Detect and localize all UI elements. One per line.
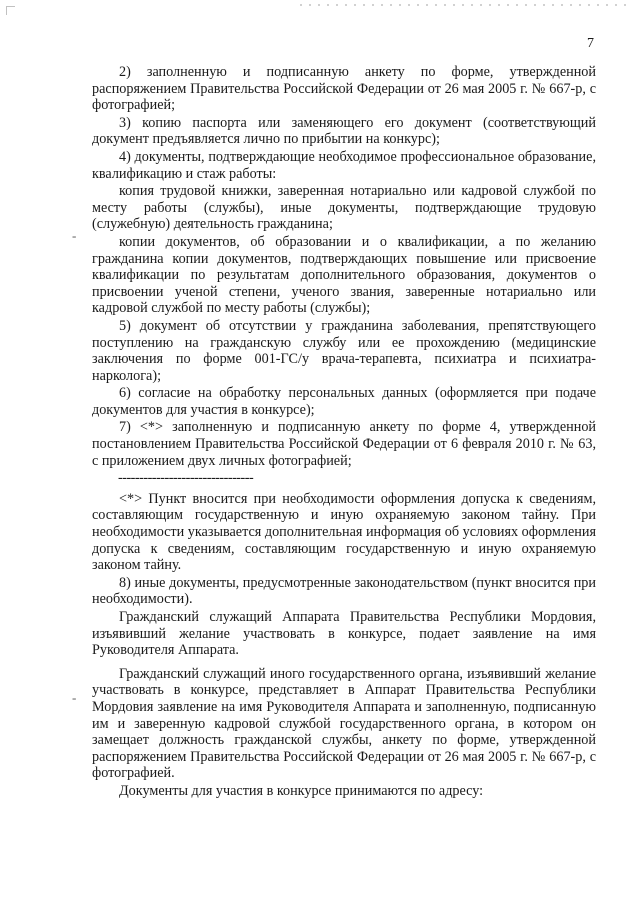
margin-tick-mark: - [72,228,77,243]
paragraph-work-record: копия трудовой книжки, заверенная нотариально или кадровой службой по месту работы (службы), иные документы, подтверждающие трудовую (служебную) деятельность гражданина; [92,183,596,233]
footnote: <*> Пункт вносится при необходимости оформления допуска к сведениям, составляющим государственную и иную охраняемую законом тайну. При необходимости указывается дополнительная информация об условиях оформления допуска к сведениям, составляющим государственную и иную охраняемую законом тайну. [92,490,596,574]
paragraph-education-docs: копии документов, об образовании и о квалификации, а по желанию гражданина копии документов, подтверждающих повышение или присвоение квалификации по результатам дополнительного образования, документов о присвоении ученой степени, ученого звания, заверенные нотариально или кадровой службой по месту работы (службы); [92,233,596,317]
paragraph-item-8: 8) иные документы, предусмотренные законодательством (пункт вносится при необходимости). [92,574,596,608]
scan-corner-mark [6,6,15,15]
paragraph-civil-servant-apparatus: Гражданский служащий Аппарата Правительства Республики Мордовия, изъявивший желание участвовать в конкурсе, подает заявление на имя Руководителя Аппарата. [92,609,596,659]
paragraph-item-5: 5) документ об отсутствии у гражданина заболевания, препятствующего поступлению на гражданскую службу или ее прохождению (медицинские заключения по форме 001-ГС/у врача-терапевта, психиатра и психиатра-нарколога); [92,317,596,384]
paragraph-civil-servant-other-body: Гражданский служащий иного государственного органа, изъявивший желание участвовать в конкурсе, представляет в Аппарат Правительства Республики Мордовия заявление на имя Руководителя Аппарата и заполненную, подписанную им и заверенную кадровой службой государственного органа, в котором он замещает должность гражданской службы, анкету по форме, утвержденной распоряжением Правительства Российской Федерации от 26 мая 2005 г. № 667-р, с фотографией. [92,665,596,782]
footnote-separator: -------------------------------- [118,470,254,487]
page-number: 7 [587,36,594,51]
margin-tick-mark: - [72,690,77,705]
paragraph-item-4: 4) документы, подтверждающие необходимое профессиональное образование, квалификацию и стаж работы: [92,148,596,182]
paragraph-item-6: 6) согласие на обработку персональных данных (оформляется при подаче документов для участия в конкурсе); [92,385,596,418]
paragraph-documents-address: Документы для участия в конкурсе принимаются по адресу: [119,782,484,799]
paragraph-item-2: 2) заполненную и подписанную анкету по форме, утвержденной распоряжением Правительства Российской Федерации от 26 мая 2005 г. № 667-р, с фотографией; [92,64,596,114]
document-body [92,64,596,801]
scan-artifact [300,4,630,6]
paragraph-item-3: 3) копию паспорта или заменяющего его документ (соответствующий документ предъявляется лично по прибытии на конкурс); [92,114,596,148]
paragraph-item-7: 7) <*> заполненную и подписанную анкету по форме 4, утвержденной постановлением Правительства Российской Федерации от 6 февраля 2010 г. № 63, с приложением двух личных фотографией; [92,419,596,469]
